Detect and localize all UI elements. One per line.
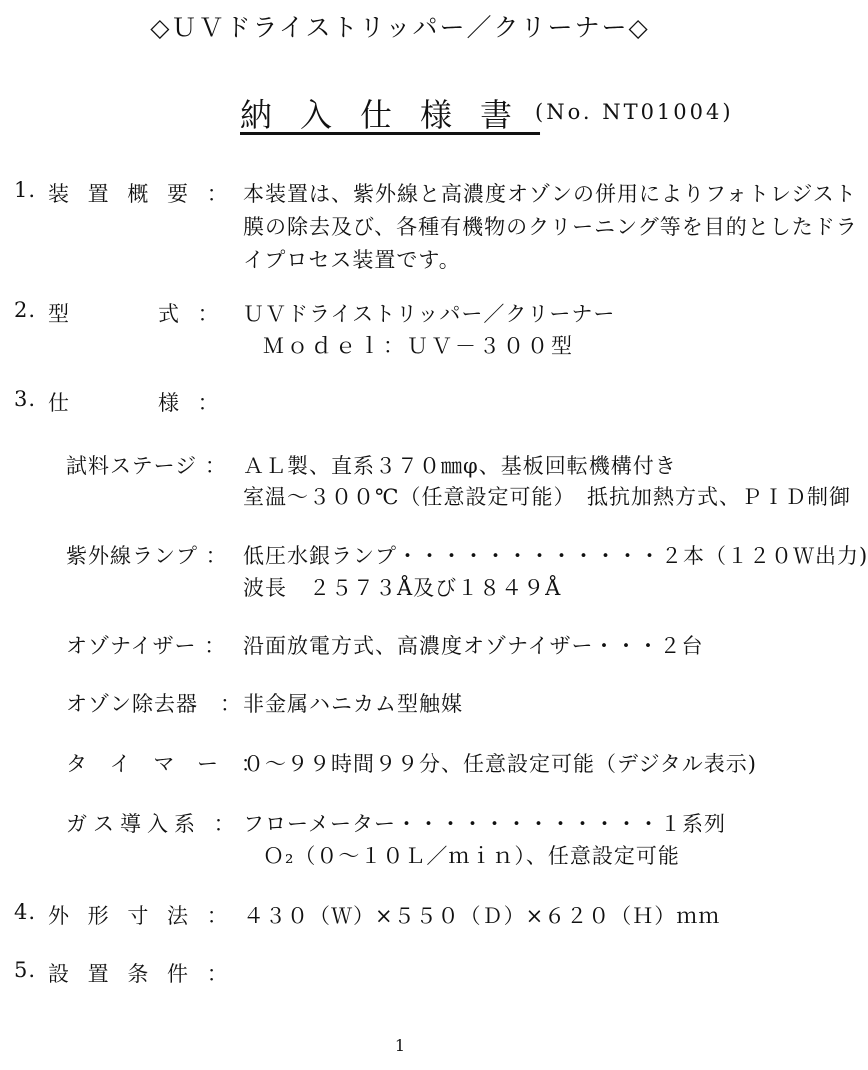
document-number: (No. NT01004) (535, 100, 734, 124)
section-4-number: 4. (14, 900, 37, 924)
section-1-line-2: 膜の除去及び、各種有機物のクリーニング等を目的としたドラ (243, 215, 858, 239)
section-1-line-3: イプロセス装置です。 (243, 248, 461, 272)
spec-ozonizer-line-1: 沿面放電方式、高濃度オゾナイザー・・・２台 (243, 634, 704, 658)
section-4-label: 外 形 寸 法 ： (48, 904, 234, 928)
section-1-label: 装 置 概 要 ： (48, 182, 234, 206)
spec-lamp-line-1: 低圧水銀ランプ・・・・・・・・・・・・２本（１２０Ｗ出力) (243, 544, 868, 568)
section-2-line-1: ＵＶドライストリッパー／クリーナー (243, 302, 616, 326)
spec-gas-line-1: フローメーター・・・・・・・・・・・・１系列 (243, 812, 726, 836)
spec-gas-line-2: Ｏ₂（０～１０Ｌ／ｍｉｎ）、任意設定可能 (263, 844, 680, 868)
section-4-dimensions: ４３０（Ｗ）×５５０（Ｄ）×６２０（Ｈ）ｍｍ (243, 904, 721, 928)
spec-stage-label: 試料ステージ ： (66, 454, 227, 478)
spec-lamp-label: 紫外線ランプ ： (66, 544, 228, 568)
spec-timer-label: タ イ マ ー ： (66, 752, 270, 776)
section-5-number: 5. (14, 958, 37, 982)
spec-timer-line-1: ０～９９時間９９分、任意設定可能（デジタル表示) (243, 752, 757, 776)
spec-lamp-line-2: 波長 ２５７３Å及び１８４９Å (243, 576, 562, 600)
section-1-line-1: 本装置は、紫外線と高濃度オゾンの併用によりフォトレジスト (243, 182, 857, 206)
spec-stage-line-1: ＡＬ製、直系３７０㎜φ、基板回転機構付き (243, 454, 677, 478)
section-1-number: 1. (14, 178, 37, 202)
section-2-label-a: 型 (48, 302, 70, 326)
section-3-number: 3. (14, 387, 37, 411)
section-2-model: Ｍｏｄｅｌ：ＵＶ－３００型 (263, 334, 575, 358)
section-5-label: 設 置 条 件 ： (48, 962, 234, 986)
section-3-label-a: 仕 (48, 391, 70, 415)
page-number: 1 (394, 1036, 406, 1055)
spec-ozone-remover-line-1: 非金属ハニカム型触媒 (243, 692, 463, 716)
section-2-label-b: 式 ： (158, 302, 225, 326)
document-header: ◇ＵＶドライストリッパー／クリーナー◇ (150, 13, 650, 42)
spec-gas-label: ガス導入系 ： (66, 812, 241, 836)
spec-stage-line-2: 室温～３００℃（任意設定可能） 抵抗加熱方式、ＰＩＤ制御 (243, 485, 851, 509)
spec-ozonizer-label: オゾナイザー ： (66, 634, 227, 658)
section-3-label-b: 様 ： (158, 391, 225, 415)
page-title: 納入仕様書 (240, 96, 541, 134)
spec-ozone-remover-label: オゾン除去器 ： (66, 692, 242, 716)
section-2-number: 2. (14, 298, 37, 322)
